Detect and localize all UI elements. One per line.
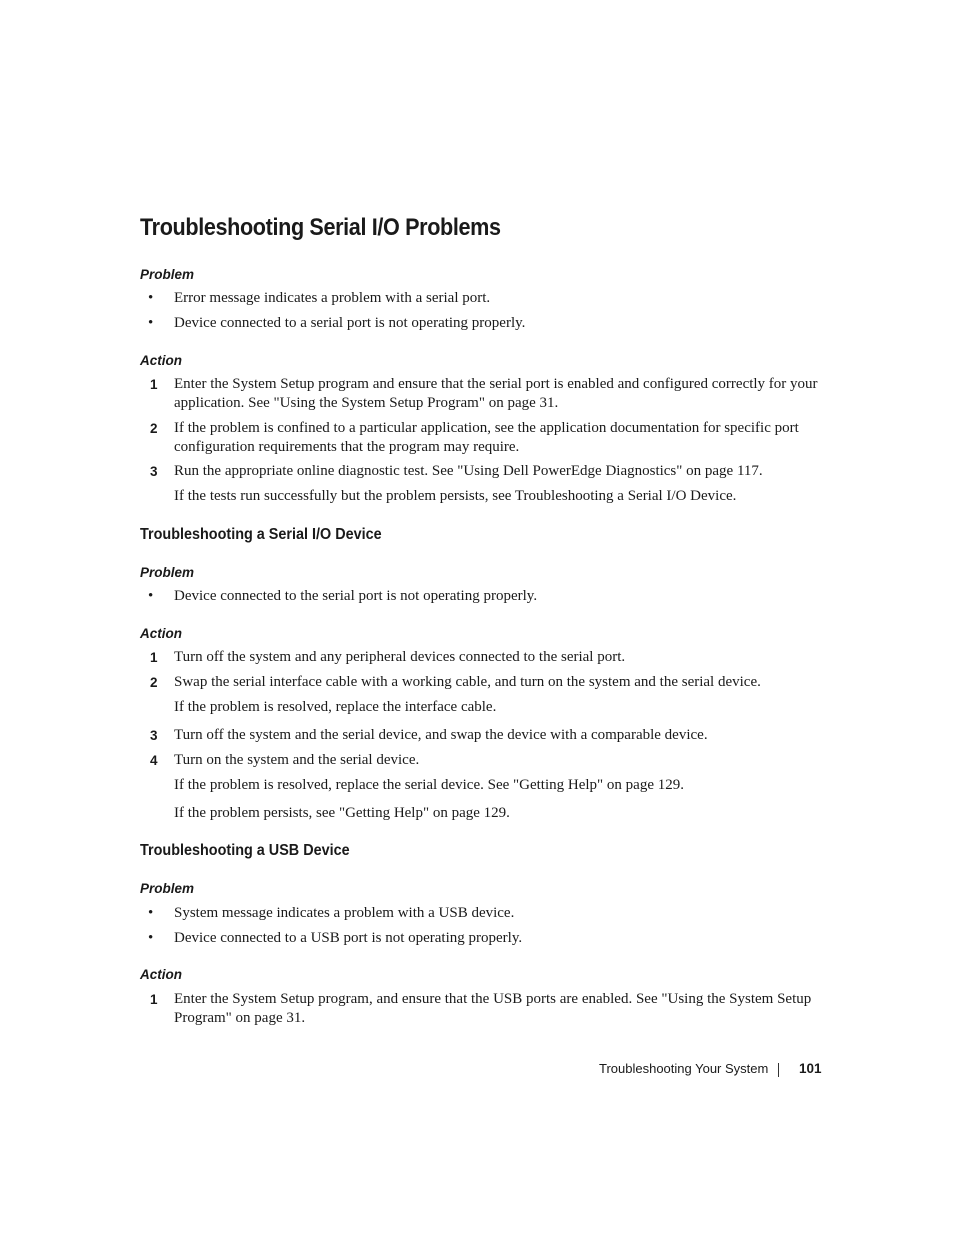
action-label: Action — [140, 353, 182, 368]
action-label: Action — [140, 626, 182, 641]
step-text: Turn on the system and the serial device. — [174, 752, 420, 768]
bullet-icon: • — [148, 290, 154, 306]
step-number: 1 — [150, 992, 158, 1007]
step-text: Turn off the system and the serial device, and swap the device with a comparable device. — [174, 727, 708, 743]
problem-item: Device connected to the serial port is not operating properly. — [174, 588, 538, 604]
page-title: Troubleshooting Serial I/O Problems — [140, 214, 501, 241]
problem-label: Problem — [140, 267, 195, 282]
page-number: 101 — [799, 1061, 822, 1076]
step-number: 3 — [150, 464, 158, 479]
section-heading: Troubleshooting a USB Device — [140, 842, 350, 859]
step-text: Enter the System Setup program and ensure that the serial port is enabled and configured correctly for your application. See "Using the System Setup Program" on page 31. — [174, 376, 818, 411]
action-label: Action — [140, 967, 182, 982]
problem-label: Problem — [140, 881, 195, 896]
bullet-icon: • — [148, 930, 154, 946]
bullet-icon: • — [148, 588, 154, 604]
step-text: Enter the System Setup program, and ensure that the USB ports are enabled. See "Using the System Setup Program" on page 31. — [174, 991, 812, 1026]
bullet-icon: • — [148, 315, 154, 331]
problem-item: Device connected to a USB port is not operating properly. — [174, 930, 523, 946]
step-number: 3 — [150, 728, 158, 743]
step-number: 2 — [150, 675, 158, 690]
step-number: 2 — [150, 421, 158, 436]
step-number: 1 — [150, 650, 158, 665]
step-note: If the problem is resolved, replace the interface cable. — [174, 699, 497, 715]
step-text: Run the appropriate online diagnostic test. See "Using Dell PowerEdge Diagnostics" on page 117. — [174, 463, 763, 479]
step-number: 1 — [150, 377, 158, 392]
step-text: If the problem is confined to a particular application, see the application documentation for specific port configuration requirements that the program may require. — [174, 420, 799, 455]
bullet-icon: • — [148, 905, 154, 921]
step-text: Turn off the system and any peripheral devices connected to the serial port. — [174, 649, 626, 665]
step-note: If the tests run successfully but the problem persists, see Troubleshooting a Serial I/O Device. — [174, 488, 737, 504]
problem-item: Device connected to a serial port is not operating properly. — [174, 315, 526, 331]
step-number: 4 — [150, 753, 158, 768]
step-text: Swap the serial interface cable with a working cable, and turn on the system and the serial device. — [174, 674, 761, 690]
step-note: If the problem is resolved, replace the serial device. See "Getting Help" on page 129. — [174, 777, 684, 793]
problem-item: System message indicates a problem with a USB device. — [174, 905, 515, 921]
problem-item: Error message indicates a problem with a serial port. — [174, 290, 491, 306]
section-heading: Troubleshooting a Serial I/O Device — [140, 526, 382, 543]
footer-chapter: Troubleshooting Your System — [599, 1061, 769, 1076]
problem-label: Problem — [140, 565, 195, 580]
footer-divider — [778, 1063, 779, 1077]
step-note: If the problem persists, see "Getting Help" on page 129. — [174, 805, 510, 821]
